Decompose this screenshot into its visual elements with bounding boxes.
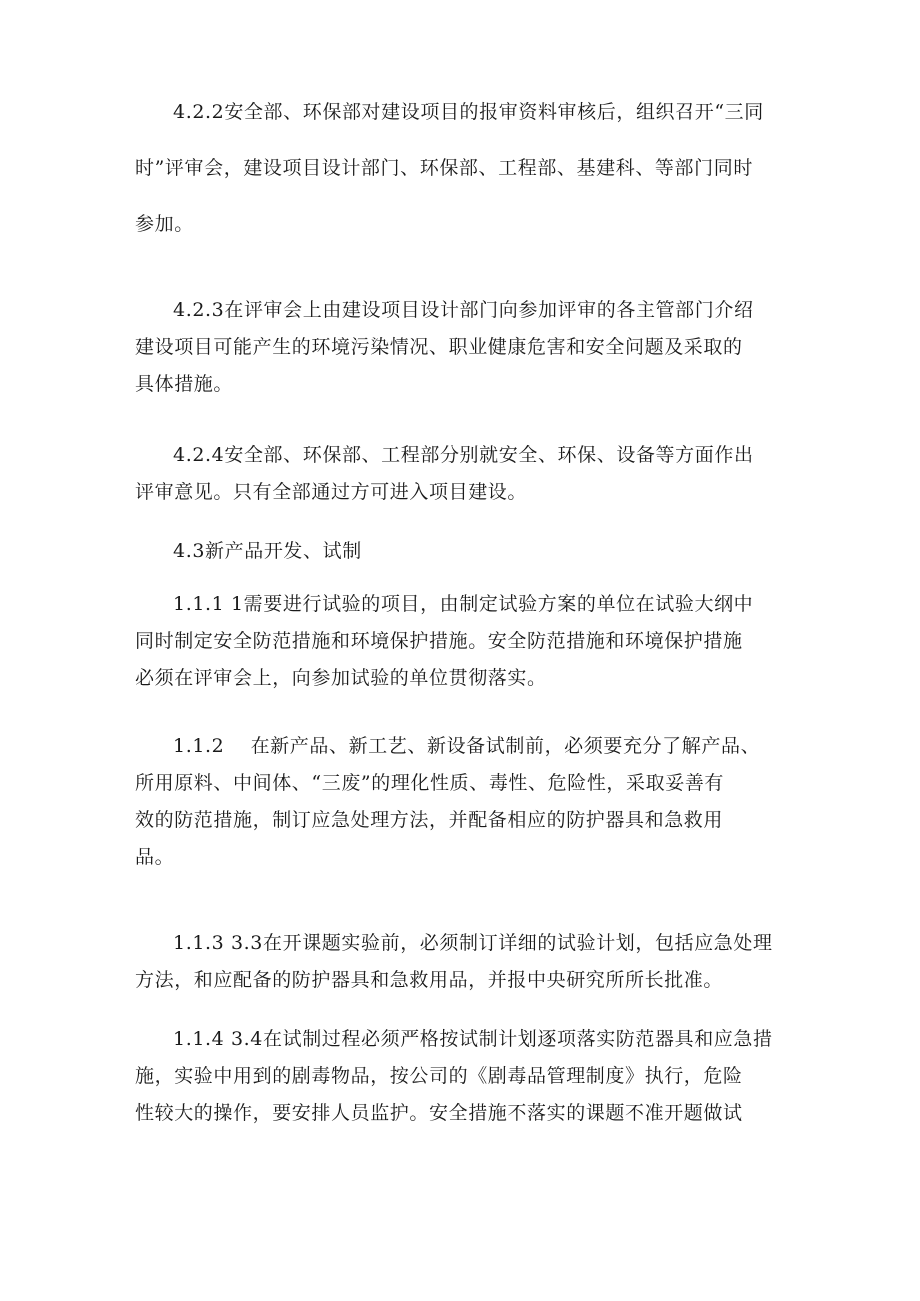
section-heading: 4.3新产品开发、试制 (173, 540, 362, 562)
paragraph-line: 具体措施。 (135, 373, 234, 395)
paragraph-line: 1.1.3 3.3在开课题实验前，必须制订详细的试验计划，包括应急处理 (173, 932, 773, 954)
paragraph-1-1-1 (135, 586, 785, 697)
paragraph-line: 1.1.2 在新产品、新工艺、新设备试制前，必须要充分了解产品、 (173, 735, 761, 757)
paragraph-4-2-3 (135, 292, 785, 403)
paragraph-line: 评审意见。只有全部通过方可进入项目建设。 (135, 481, 528, 503)
paragraph-line: 1.1.1 1需要进行试验的项目，由制定试验方案的单位在试验大纲中 (173, 593, 754, 615)
paragraph-line: 建设项目可能产生的环境污染情况、职业健康危害和安全问题及采取的 (135, 336, 743, 358)
paragraph-line: 所用原料、中间体、“三废”的理化性质、毒性、危险性，采取妥善有 (135, 772, 725, 794)
paragraph-4-2-4 (135, 437, 785, 511)
paragraph-line: 方法，和应配备的防护器具和急救用品，并报中央研究所所长批准。 (135, 969, 724, 991)
paragraph-line: 同时制定安全防范措施和环境保护措施。安全防范措施和环境保护措施 (135, 630, 743, 652)
paragraph-line: 时”评审会，建设项目设计部门、环保部、工程部、基建科、等部门同时 (135, 157, 753, 179)
paragraph-line: 品。 (135, 846, 175, 868)
paragraph-line: 参加。 (135, 213, 194, 235)
section-heading-4-3 (135, 533, 785, 570)
paragraph-line: 必须在评审会上，向参加试验的单位贯彻落实。 (135, 667, 547, 689)
paragraph-line: 4.2.3在评审会上由建设项目设计部门向参加评审的各主管部门介绍 (173, 299, 754, 321)
paragraph-line: 效的防范措施，制订应急处理方法，并配备相应的防护器具和急救用 (135, 809, 724, 831)
paragraph-line: 性较大的操作，要安排人员监护。安全措施不落实的课题不准开题做试 (135, 1102, 743, 1124)
paragraph-4-2-2 (135, 84, 785, 252)
paragraph-1-1-3 (135, 925, 785, 999)
paragraph-line: 4.2.4安全部、环保部、工程部分别就安全、环保、设备等方面作出 (173, 444, 754, 466)
paragraph-line: 1.1.4 3.4在试制过程必须严格按试制计划逐项落实防范器具和应急措 (173, 1028, 773, 1050)
paragraph-line: 施，实验中用到的剧毒物品，按公司的《剧毒品管理制度》执行，危险 (135, 1065, 743, 1087)
paragraph-1-1-2 (135, 728, 785, 876)
paragraph-1-1-4 (135, 1021, 785, 1132)
paragraph-line: 4.2.2安全部、环保部对建设项目的报审资料审核后，组织召开“三同 (173, 101, 764, 123)
